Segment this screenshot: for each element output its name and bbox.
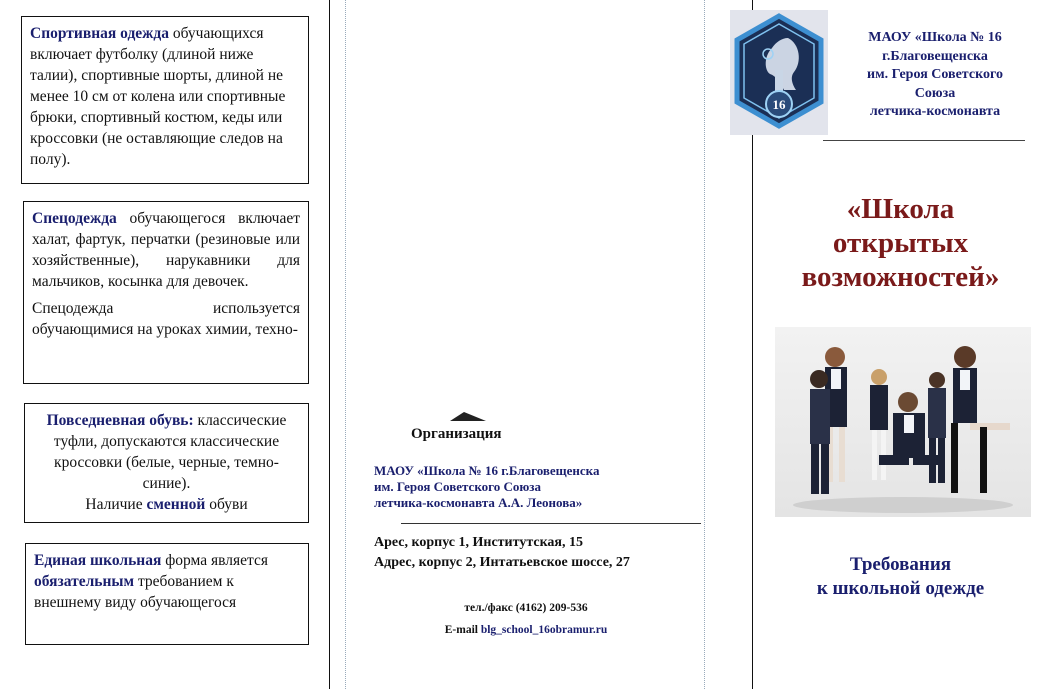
organization-title: Организация — [411, 426, 502, 442]
divider — [823, 140, 1025, 141]
organization-name — [374, 463, 694, 511]
school-logo — [730, 10, 828, 135]
slogan-line: «Школа — [846, 193, 955, 225]
special-clothing-box — [23, 201, 309, 384]
shoes-line2-pre: Наличие — [85, 496, 147, 513]
sportswear-box — [21, 16, 309, 184]
org-name-line: им. Героя Советского Союза — [374, 479, 542, 494]
email-label: E-mail — [444, 624, 481, 636]
logo-number: 16 — [772, 97, 786, 112]
special-clothing-keyword: Спецодежда — [32, 210, 117, 227]
everyday-shoes-box — [24, 403, 309, 523]
requirements-line: к школьной одежде — [816, 578, 985, 599]
slogan-line: возможностей» — [801, 261, 1000, 293]
address-2: Адрес, корпус 2, Интатьевское шоссе, 27 — [374, 555, 630, 570]
school-name-line: МАОУ «Школа № 16 — [868, 30, 1002, 45]
contacts — [346, 597, 706, 641]
email-link[interactable]: blg_school_16obramur.ru — [480, 624, 608, 636]
arrow-icon — [450, 412, 486, 421]
address-1: Арес, корпус 1, Институтская, 15 — [374, 535, 584, 550]
school-emblem-icon — [730, 10, 828, 135]
left-panel — [0, 0, 330, 689]
addresses — [374, 533, 630, 573]
phone: тел./факс (4162) 209-536 — [464, 602, 588, 614]
slogan — [752, 192, 1049, 294]
uniform-keyword2: обязательным — [34, 573, 135, 590]
shoes-line2-post: обуви — [205, 496, 248, 513]
school-name-line: Союза — [914, 85, 956, 101]
middle-panel — [345, 0, 705, 689]
uniform-box — [25, 543, 309, 645]
school-name-line: летчика-космонавта — [869, 104, 1001, 119]
shoes-line2-keyword: сменной — [146, 496, 206, 513]
org-name-line: летчика-космонавта А.А. Леонова» — [374, 495, 583, 510]
uniform-text2: требованием к внешнему виду обучающегося — [34, 573, 237, 611]
school-name — [835, 29, 1035, 122]
divider — [401, 523, 701, 524]
slogan-line: открытых — [832, 227, 969, 259]
students-group-image — [775, 327, 1031, 517]
school-name-line: г.Благовещенска — [882, 48, 988, 64]
org-name-line: МАОУ «Школа № 16 г.Благовещенска — [374, 463, 600, 478]
sportswear-keyword: Спортивная одежда — [30, 25, 170, 42]
shoes-keyword: Повседневная обувь: — [46, 412, 194, 429]
requirements-title — [752, 553, 1049, 601]
requirements-line: Требования — [849, 554, 952, 575]
uniform-text1: форма является — [161, 552, 268, 569]
students-photo — [775, 327, 1031, 517]
school-name-line: им. Героя Советского — [867, 67, 1003, 82]
uniform-keyword: Единая школьная — [34, 552, 162, 569]
special-clothing-text: обучающегося включает халат, фартук, перчатки (резиновые или хозяйственные), нарукавники для мальчиков, косынка для девочек. — [32, 210, 300, 290]
sportswear-text: обучающихся включает футболку (длиной ниже талии), спортивные шорты, длиной не менее 10 см от колена или спортивные брюки, спортивный костюм, кеды или кроссовки (не оставляющие следов на полу). — [30, 25, 286, 168]
shoes-text: классические туфли, допускаются классические кроссовки (белые, черные, темно-синие). — [53, 412, 287, 492]
special-clothing-usage: Спецодежда используется обучающимися на уроках химии, техно- — [32, 300, 300, 338]
